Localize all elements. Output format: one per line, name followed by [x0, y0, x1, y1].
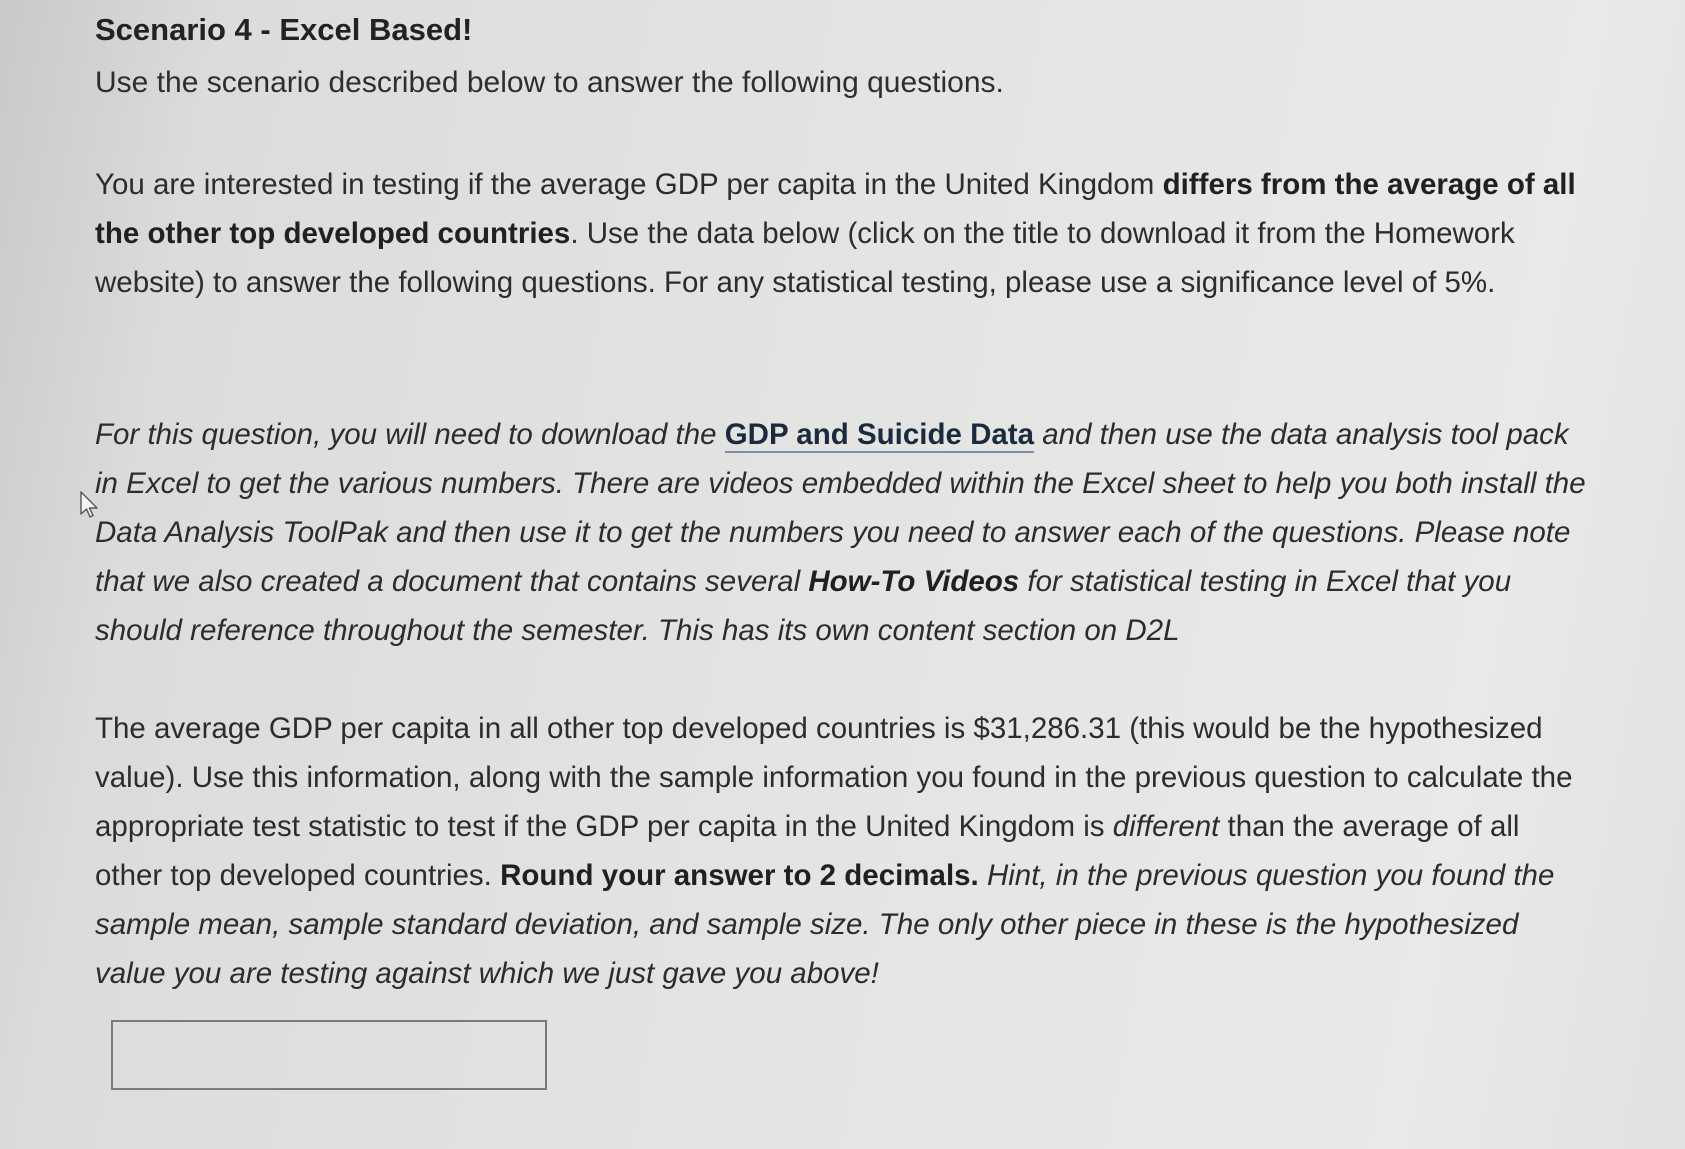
excel-instructions-paragraph — [95, 410, 1590, 655]
scenario-text-start: You are interested in testing if the average GDP per capita in the United Kingdom — [95, 168, 1163, 201]
hint-text: Hint, in the previous question you found the sample mean, sample standard deviation, and sample size. The only other piece in these is the hypothesized value you are testing against which we just gave you above! — [95, 859, 1555, 990]
scenario-text-end: . Use the data below (click on the title to download it from the Homework website) to answer the following questions. For any statistical testing, please use a significance level of 5%. — [95, 217, 1515, 299]
arrow-pointer-icon — [79, 490, 101, 520]
question-italic-word: different — [1112, 810, 1220, 843]
question-text-middle: than the average of all other top developed countries. — [95, 810, 1520, 892]
excel-text-start: For this question, you will need to download the — [95, 418, 725, 451]
excel-text-end: for statistical testing in Excel that you should reference throughout the semester. This has its own content section on D2L — [95, 565, 1512, 647]
rounding-instruction: Round your answer to 2 decimals. — [500, 859, 979, 892]
gdp-suicide-data-link[interactable]: GDP and Suicide Data — [724, 418, 1035, 451]
scenario-title: Scenario 4 - Excel Based! — [95, 12, 473, 47]
how-to-videos-emphasis: How-To Videos — [808, 565, 1020, 598]
answer-input[interactable] — [111, 1020, 547, 1090]
question-text-start: The average GDP per capita in all other top developed countries is $31,286.31 (this would be the hypothesized value). Use this information, along with the sample information you found in the previous question to calculate the appropriate test statistic to test if the GDP per capita in the United Kingdom is — [95, 712, 1573, 843]
scenario-paragraph — [95, 160, 1590, 307]
question-paragraph — [95, 704, 1590, 998]
instructions-text: Use the scenario described below to answer the following questions. — [95, 66, 1004, 99]
scenario-emphasis: differs from the average of all the other top developed countries — [95, 168, 1576, 250]
excel-text-middle: and then use the data analysis tool pack in Excel to get the various numbers. There are videos embedded within the Excel sheet to help you both install the Data Analysis ToolPak and then use it to get the numbers you need to answer each of the questions. Please note that we also created a document that contains several — [95, 418, 1586, 598]
